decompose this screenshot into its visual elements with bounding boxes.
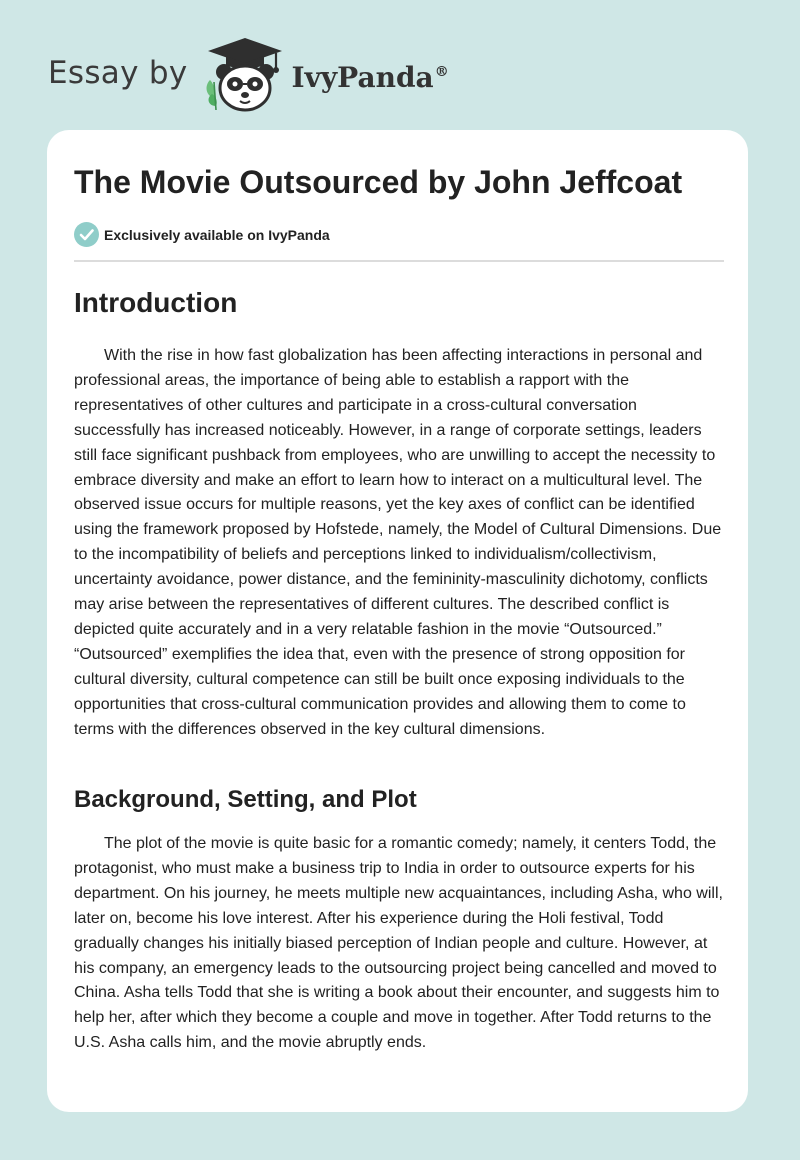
- exclusive-badge-text: Exclusively available on IvyPanda: [104, 226, 330, 243]
- essay-by-label: Essay by: [48, 55, 188, 91]
- section-heading-introduction: Introduction: [74, 287, 238, 318]
- essay-card: [47, 130, 748, 1112]
- page-title: The Movie Outsourced by John Jeffcoat: [74, 164, 683, 200]
- brand-name[interactable]: [292, 61, 449, 94]
- section-paragraph-background: The plot of the movie is quite basic for a romantic comedy; namely, it centers Todd, the protagonist, who must make a business trip to India in order to outsource experts for his department. On his journey, he meets multiple new acquaintances, including Asha, who will, later on, become his love interest. After his experience during the Holi festival, Todd gradually changes his initially biased perception of Indian people and culture. However, at his company, an emergency leads to the outsourcing project being cancelled and moved to China. Asha tells Todd that she is writing a book about their encounter, and suggests him to help her, after which they become a couple and move in together. After Todd returns to the U.S. Asha calls him, and the movie abruptly ends.: [74, 835, 723, 1052]
- brand-name-text: IvyPanda: [291, 60, 434, 94]
- site-header: [48, 34, 449, 114]
- check-circle-icon: [74, 222, 99, 247]
- section-heading-background: Background, Setting, and Plot: [74, 786, 417, 813]
- section-paragraph-introduction: With the rise in how fast globalization has been affecting interactions in personal and professional areas, the importance of being able to establish a rapport with the representatives of other cultures and participate in a cross-cultural conversation successfully has increased noticeably. However, in a range of corporate settings, leaders still face significant pushback from employees, who are unwilling to accept the necessity to embrace diversity and make an effort to learn how to interact on a multicultural level. The observed issue occurs for multiple reasons, yet the key axes of conflict can be identified using the framework proposed by Hofstede, namely, the Model of Cultural Dimensions. Due to the incompatibility of beliefs and perceptions linked to individualism/collectivism, uncertainty avoidance, power distance, and the femininity-masculinity dichotomy, conflicts may arise between the representatives of different cultures. The described conflict is depicted quite accurately and in a very relatable fashion in the movie “Outsourced.” “Outsourced” exemplifies the idea that, even with the presence of strong opposition for cultural diversity, cultural competence can still be built once exposing individuals to the opportunities that cross-cultural communication provides and allowing them to come to terms with the differences observed in the key cultural dimensions.: [74, 347, 722, 738]
- exclusive-badge: [74, 222, 330, 247]
- registered-mark: ®: [434, 64, 449, 81]
- title-divider: [74, 260, 724, 262]
- panda-graduate-icon[interactable]: [202, 34, 288, 114]
